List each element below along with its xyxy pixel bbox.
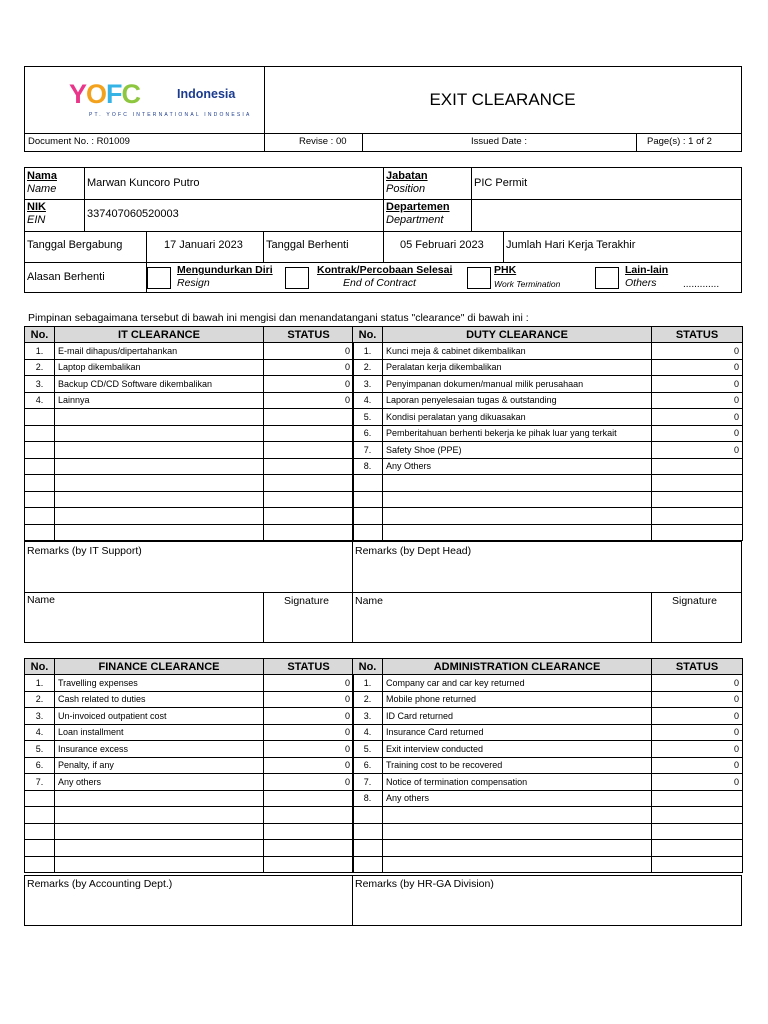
table-row xyxy=(25,840,354,857)
item-status[interactable]: 0 xyxy=(652,741,743,758)
it-remarks-label: Remarks (by IT Support) xyxy=(27,545,142,557)
join-date-value: 17 Januari 2023 xyxy=(164,239,243,251)
admin-remarks-label: Remarks (by HR-GA Division) xyxy=(355,878,494,890)
finance-remarks-box[interactable] xyxy=(24,875,353,926)
item-number xyxy=(25,840,55,857)
finance-header-row xyxy=(25,659,354,675)
reason-end-contract-checkbox[interactable] xyxy=(285,267,309,289)
reason-termination-checkbox[interactable] xyxy=(467,267,491,289)
item-label xyxy=(55,442,264,459)
nik-label: NIK xyxy=(27,201,46,213)
item-status[interactable] xyxy=(264,508,354,525)
reason-termination-label-en: Work Termination xyxy=(494,279,561,289)
item-number: 7. xyxy=(25,774,55,791)
item-label: Training cost to be recovered xyxy=(383,757,652,774)
item-number: 2. xyxy=(353,691,383,708)
it-header-col-no: No. xyxy=(25,327,55,343)
item-status[interactable]: 0 xyxy=(264,392,354,409)
table-row xyxy=(353,840,743,857)
item-status[interactable] xyxy=(652,524,743,541)
admin-header-col-no: No. xyxy=(353,659,383,675)
item-status[interactable] xyxy=(652,856,743,873)
table-row xyxy=(25,741,354,758)
name-label: Nama xyxy=(27,170,57,182)
item-status[interactable]: 0 xyxy=(652,392,743,409)
item-number xyxy=(25,524,55,541)
table-row xyxy=(353,807,743,824)
table-row xyxy=(353,708,743,725)
item-status[interactable] xyxy=(264,475,354,492)
table-row xyxy=(25,691,354,708)
admin-remarks-box[interactable] xyxy=(352,875,742,926)
finance-remarks-label: Remarks (by Accounting Dept.) xyxy=(27,878,173,890)
reason-others-blank[interactable]: ............. xyxy=(683,279,720,290)
company-logo xyxy=(25,67,265,133)
item-number xyxy=(25,458,55,475)
item-label xyxy=(383,840,652,857)
item-status[interactable] xyxy=(652,790,743,807)
item-label xyxy=(55,425,264,442)
item-status[interactable]: 0 xyxy=(264,708,354,725)
finance-header-col-status: STATUS xyxy=(264,659,354,675)
item-status[interactable]: 0 xyxy=(264,774,354,791)
it-name-label: Name xyxy=(27,594,56,606)
item-status[interactable] xyxy=(652,458,743,475)
employee-info xyxy=(24,167,742,293)
admin-clearance-table xyxy=(352,658,743,873)
table-row xyxy=(25,343,354,360)
item-status[interactable] xyxy=(264,790,354,807)
table-row xyxy=(25,475,354,492)
table-row xyxy=(353,675,743,692)
item-number: 2. xyxy=(25,691,55,708)
item-label: ID Card returned xyxy=(383,708,652,725)
item-label: Exit interview conducted xyxy=(383,741,652,758)
item-status[interactable]: 0 xyxy=(652,774,743,791)
item-number: 4. xyxy=(353,724,383,741)
table-row xyxy=(25,409,354,426)
reason-label: Alasan Berhenti xyxy=(27,271,105,283)
item-status[interactable] xyxy=(264,823,354,840)
revision: Revise : 00 xyxy=(299,136,347,147)
duty-header-row xyxy=(353,327,743,343)
item-label xyxy=(383,807,652,824)
duty-header-title: DUTY CLEARANCE xyxy=(383,327,652,343)
item-status[interactable] xyxy=(652,823,743,840)
table-row xyxy=(353,724,743,741)
item-label xyxy=(55,409,264,426)
table-row xyxy=(353,856,743,873)
item-label: Any Others xyxy=(383,458,652,475)
item-label: Pemberitahuan berhenti bekerja ke pihak luar yang terkait xyxy=(383,425,652,442)
duty-signature-label: Signature xyxy=(672,595,717,607)
item-status[interactable]: 0 xyxy=(264,343,354,360)
item-number: 2. xyxy=(25,359,55,376)
reason-others-label-en: Others xyxy=(625,277,657,289)
item-label: Travelling expenses xyxy=(55,675,264,692)
item-label: Safety Shoe (PPE) xyxy=(383,442,652,459)
it-header-row xyxy=(25,327,354,343)
table-row xyxy=(25,458,354,475)
item-label: Notice of termination compensation xyxy=(383,774,652,791)
item-label xyxy=(55,790,264,807)
table-row xyxy=(353,691,743,708)
item-status[interactable] xyxy=(264,442,354,459)
item-number: 4. xyxy=(353,392,383,409)
item-number: 3. xyxy=(353,376,383,393)
document-header xyxy=(24,66,742,152)
table-row xyxy=(353,442,743,459)
item-label: Insurance excess xyxy=(55,741,264,758)
item-number xyxy=(353,491,383,508)
it-header-col-status: STATUS xyxy=(264,327,354,343)
item-status[interactable] xyxy=(264,856,354,873)
item-label: Any others xyxy=(55,774,264,791)
item-number: 3. xyxy=(25,376,55,393)
item-status[interactable]: 0 xyxy=(652,708,743,725)
item-status[interactable] xyxy=(264,458,354,475)
item-label xyxy=(55,524,264,541)
item-status[interactable] xyxy=(264,409,354,426)
table-row xyxy=(25,425,354,442)
item-number: 2. xyxy=(353,359,383,376)
item-label: Any others xyxy=(383,790,652,807)
item-status[interactable] xyxy=(264,425,354,442)
item-label: Kondisi peralatan yang dikuasakan xyxy=(383,409,652,426)
item-status[interactable]: 0 xyxy=(652,724,743,741)
table-row xyxy=(353,524,743,541)
item-number xyxy=(25,442,55,459)
item-status[interactable] xyxy=(652,491,743,508)
reason-termination-label: PHK xyxy=(494,264,517,276)
last-workday-label: Jumlah Hari Kerja Terakhir xyxy=(506,239,636,251)
position-label: Jabatan xyxy=(386,170,428,182)
item-label: Cash related to duties xyxy=(55,691,264,708)
item-status[interactable]: 0 xyxy=(652,425,743,442)
item-number: 8. xyxy=(353,458,383,475)
item-number xyxy=(353,823,383,840)
it-signature-label: Signature xyxy=(284,595,329,607)
item-label: Laptop dikembalikan xyxy=(55,359,264,376)
item-number: 1. xyxy=(25,343,55,360)
item-label xyxy=(383,856,652,873)
item-number: 4. xyxy=(25,392,55,409)
item-label: Kunci meja & cabinet dikembalikan xyxy=(383,343,652,360)
item-number: 4. xyxy=(25,724,55,741)
table-row xyxy=(25,359,354,376)
admin-header-title: ADMINISTRATION CLEARANCE xyxy=(383,659,652,675)
it-clearance-table xyxy=(24,326,354,541)
item-label xyxy=(383,508,652,525)
item-label: Insurance Card returned xyxy=(383,724,652,741)
item-number xyxy=(25,508,55,525)
it-remarks-box[interactable] xyxy=(24,541,353,593)
nik-label-en: EIN xyxy=(27,214,46,226)
table-row xyxy=(353,425,743,442)
table-row xyxy=(353,741,743,758)
nik-value: 337407060520003 xyxy=(87,208,179,220)
item-number: 8. xyxy=(353,790,383,807)
instruction-text: Pimpinan sebagaimana tersebut di bawah ini mengisi dan menandatangani status "clearance" di bawah ini : xyxy=(28,312,529,324)
item-status[interactable]: 0 xyxy=(264,675,354,692)
item-number xyxy=(353,840,383,857)
item-number: 7. xyxy=(353,774,383,791)
item-label xyxy=(55,508,264,525)
item-status[interactable]: 0 xyxy=(264,757,354,774)
admin-header-row xyxy=(353,659,743,675)
duty-clearance-table xyxy=(352,326,743,541)
it-name-box[interactable] xyxy=(24,592,264,643)
item-number xyxy=(353,508,383,525)
item-label: Un-invoiced outpatient cost xyxy=(55,708,264,725)
item-label: Backup CD/CD Software dikembalikan xyxy=(55,376,264,393)
duty-header-col-status: STATUS xyxy=(652,327,743,343)
item-status[interactable] xyxy=(264,840,354,857)
logo-company-name: PT. YOFC INTERNATIONAL INDONESIA xyxy=(89,112,252,118)
department-label: Departemen xyxy=(386,201,450,213)
item-label: Mobile phone returned xyxy=(383,691,652,708)
item-number xyxy=(25,491,55,508)
item-status[interactable]: 0 xyxy=(652,675,743,692)
item-label: Penyimpanan dokumen/manual milik perusahaan xyxy=(383,376,652,393)
table-row xyxy=(353,491,743,508)
item-label: Lainnya xyxy=(55,392,264,409)
item-number xyxy=(353,475,383,492)
reason-resign-checkbox[interactable] xyxy=(147,267,171,289)
page-count: Page(s) : 1 of 2 xyxy=(647,136,712,147)
item-status[interactable] xyxy=(652,840,743,857)
reason-resign-label-en: Resign xyxy=(177,277,210,289)
item-label xyxy=(55,823,264,840)
document-number: Document No. : R01009 xyxy=(28,136,130,147)
admin-header-col-status: STATUS xyxy=(652,659,743,675)
position-label-en: Position xyxy=(386,183,426,195)
item-status[interactable]: 0 xyxy=(652,409,743,426)
table-row xyxy=(353,409,743,426)
item-label xyxy=(55,491,264,508)
item-number: 7. xyxy=(353,442,383,459)
item-number xyxy=(25,409,55,426)
item-label xyxy=(55,458,264,475)
item-label xyxy=(383,823,652,840)
item-label xyxy=(383,524,652,541)
item-number xyxy=(25,823,55,840)
item-number: 1. xyxy=(25,675,55,692)
item-number xyxy=(25,475,55,492)
reason-end-contract-label-en: End of Contract xyxy=(343,277,416,289)
item-status[interactable]: 0 xyxy=(264,359,354,376)
duty-name-label: Name xyxy=(355,595,384,607)
table-row xyxy=(25,823,354,840)
item-number xyxy=(353,807,383,824)
item-status[interactable] xyxy=(652,475,743,492)
item-label xyxy=(383,475,652,492)
document-meta-row xyxy=(25,133,741,152)
name-value: Marwan Kuncoro Putro xyxy=(87,177,200,189)
item-status[interactable]: 0 xyxy=(652,343,743,360)
item-status[interactable]: 0 xyxy=(652,757,743,774)
item-number: 1. xyxy=(353,675,383,692)
item-status[interactable] xyxy=(652,807,743,824)
item-label xyxy=(55,807,264,824)
item-number xyxy=(353,524,383,541)
item-status[interactable] xyxy=(264,491,354,508)
item-status[interactable]: 0 xyxy=(652,442,743,459)
item-number: 6. xyxy=(353,425,383,442)
table-row xyxy=(353,823,743,840)
item-status[interactable]: 0 xyxy=(264,376,354,393)
item-status[interactable]: 0 xyxy=(652,359,743,376)
item-label xyxy=(55,475,264,492)
duty-remarks-label: Remarks (by Dept Head) xyxy=(355,545,472,557)
table-row xyxy=(353,458,743,475)
item-number: 5. xyxy=(25,741,55,758)
table-row xyxy=(353,774,743,791)
reason-others-checkbox[interactable] xyxy=(595,267,619,289)
table-row xyxy=(25,392,354,409)
table-row xyxy=(25,790,354,807)
table-row xyxy=(25,442,354,459)
duty-remarks-box[interactable] xyxy=(352,541,742,593)
logo-wordmark: YOFC xyxy=(69,79,141,109)
table-row xyxy=(25,774,354,791)
table-row xyxy=(25,724,354,741)
item-number xyxy=(353,856,383,873)
item-number: 3. xyxy=(353,708,383,725)
table-row xyxy=(25,708,354,725)
finance-header-col-no: No. xyxy=(25,659,55,675)
item-label xyxy=(383,491,652,508)
department-label-en: Department xyxy=(386,214,444,226)
reason-resign-label: Mengundurkan Diri xyxy=(177,264,273,276)
item-status[interactable]: 0 xyxy=(264,741,354,758)
it-signature-box[interactable] xyxy=(263,592,353,643)
end-date-label: Tanggal Berhenti xyxy=(266,239,349,251)
table-row xyxy=(25,508,354,525)
name-label-en: Name xyxy=(27,183,57,195)
item-status[interactable]: 0 xyxy=(652,691,743,708)
duty-header-col-no: No. xyxy=(353,327,383,343)
item-number: 6. xyxy=(25,757,55,774)
item-status[interactable]: 0 xyxy=(264,724,354,741)
it-header-title: IT CLEARANCE xyxy=(55,327,264,343)
item-label: Loan installment xyxy=(55,724,264,741)
item-status[interactable] xyxy=(264,524,354,541)
item-status[interactable]: 0 xyxy=(264,691,354,708)
item-number: 3. xyxy=(25,708,55,725)
finance-clearance-table xyxy=(24,658,354,873)
table-row xyxy=(353,392,743,409)
item-status[interactable] xyxy=(264,807,354,824)
item-status[interactable] xyxy=(652,508,743,525)
logo-suffix: Indonesia xyxy=(177,87,236,101)
document-title: EXIT CLEARANCE xyxy=(429,90,576,109)
reason-end-contract-label: Kontrak/Percobaan Selesai xyxy=(317,264,453,276)
table-row xyxy=(25,491,354,508)
table-row xyxy=(353,508,743,525)
table-row xyxy=(25,856,354,873)
finance-header-title: FINANCE CLEARANCE xyxy=(55,659,264,675)
table-row xyxy=(25,376,354,393)
table-row xyxy=(353,376,743,393)
item-label: Company car and car key returned xyxy=(383,675,652,692)
item-number xyxy=(25,856,55,873)
table-row xyxy=(25,524,354,541)
item-number: 6. xyxy=(353,757,383,774)
reason-others-label: Lain-lain xyxy=(625,264,669,276)
item-number xyxy=(25,807,55,824)
table-row xyxy=(353,475,743,492)
join-date-label: Tanggal Bergabung xyxy=(27,239,123,251)
issued-date: Issued Date : xyxy=(471,136,527,147)
item-label: Peralatan kerja dikembalikan xyxy=(383,359,652,376)
item-label: Penalty, if any xyxy=(55,757,264,774)
item-label: E-mail dihapus/dipertahankan xyxy=(55,343,264,360)
item-number: 5. xyxy=(353,409,383,426)
duty-name-box[interactable] xyxy=(352,592,652,643)
table-row xyxy=(25,675,354,692)
table-row xyxy=(25,807,354,824)
item-label xyxy=(55,840,264,857)
item-label xyxy=(55,856,264,873)
table-row xyxy=(25,757,354,774)
item-number: 1. xyxy=(353,343,383,360)
table-row xyxy=(353,343,743,360)
position-value: PIC Permit xyxy=(474,177,528,189)
table-row xyxy=(353,757,743,774)
table-row xyxy=(353,359,743,376)
item-number xyxy=(25,425,55,442)
item-number: 5. xyxy=(353,741,383,758)
item-number xyxy=(25,790,55,807)
end-date-value: 05 Februari 2023 xyxy=(400,239,484,251)
table-row xyxy=(353,790,743,807)
item-status[interactable]: 0 xyxy=(652,376,743,393)
item-label: Laporan penyelesaian tugas & outstanding xyxy=(383,392,652,409)
duty-signature-box[interactable] xyxy=(651,592,742,643)
